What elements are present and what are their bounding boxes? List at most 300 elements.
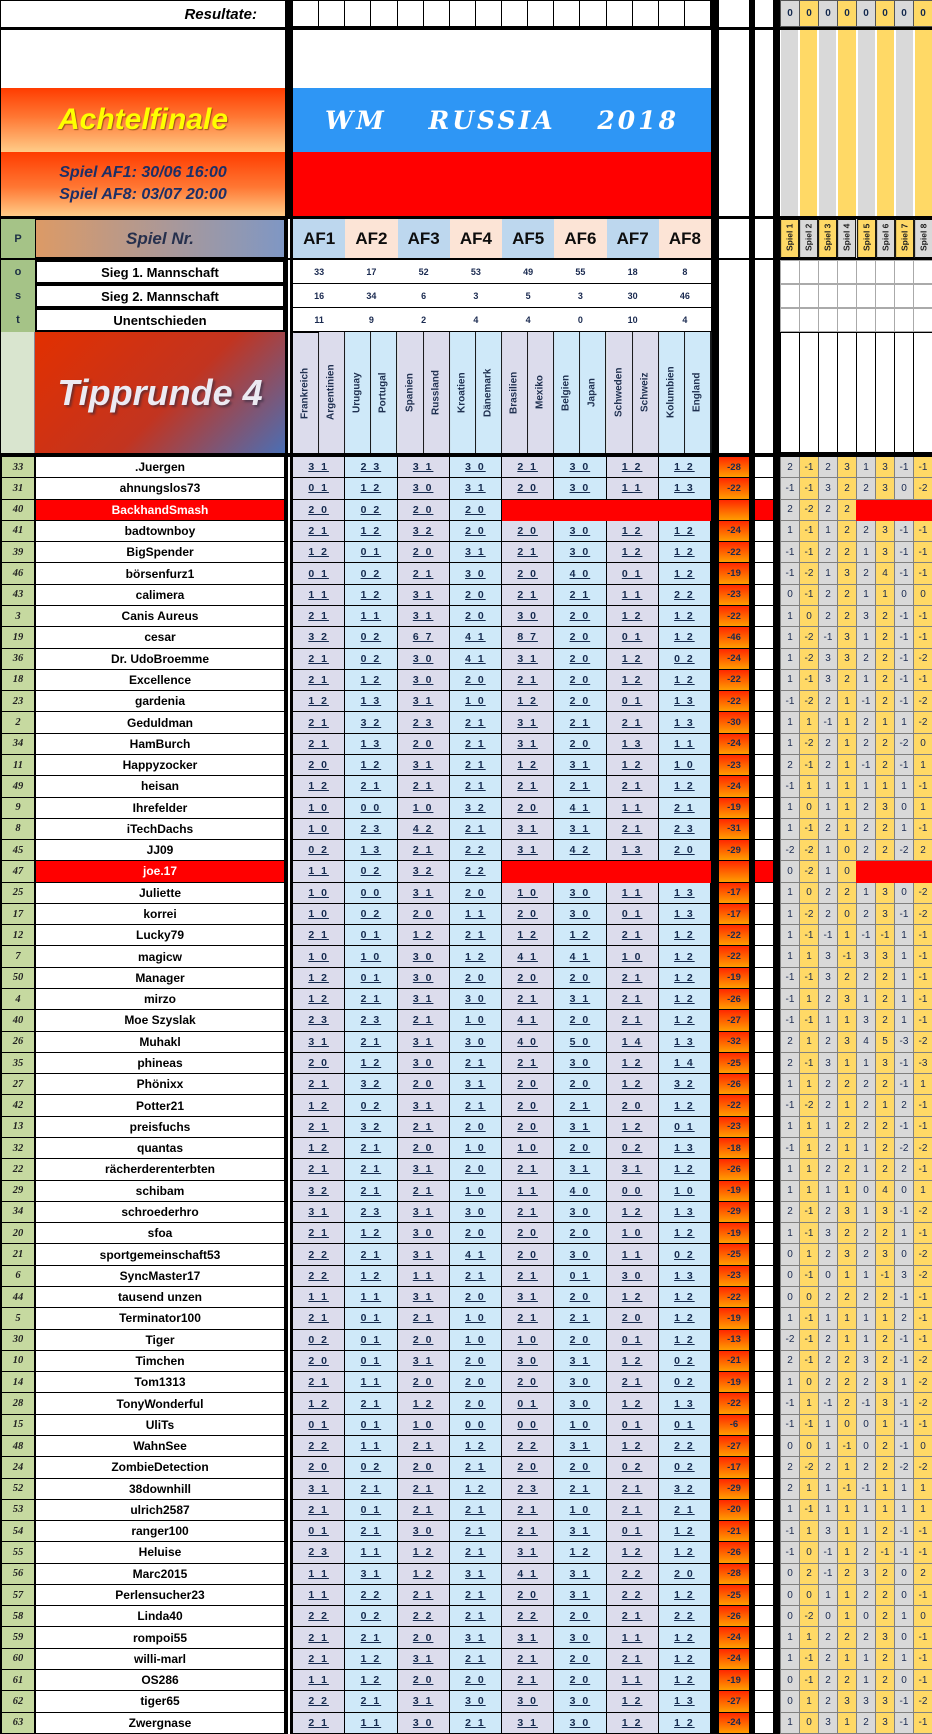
score-cell: -25 xyxy=(719,1244,749,1265)
tip-cell: 3 2 xyxy=(450,798,502,819)
score-cell: -46 xyxy=(719,627,749,648)
column-divider xyxy=(711,585,719,606)
stat-value: 2 xyxy=(421,314,427,325)
empty-cell xyxy=(755,0,773,27)
column-divider xyxy=(711,284,719,308)
tip-cell: 1 3 xyxy=(659,1393,711,1414)
tip-cell: 3 1 xyxy=(554,989,606,1010)
column-divider xyxy=(773,606,780,627)
score-cell: -27 xyxy=(719,1010,749,1031)
tip-cell: 1 2 xyxy=(659,1308,711,1329)
tip-cell: 0 1 xyxy=(293,563,345,584)
point-cell: 2 xyxy=(856,1095,875,1116)
points-group xyxy=(780,670,932,691)
points-group xyxy=(780,1606,932,1627)
point-cell: 1 xyxy=(780,1159,799,1180)
point-cell: 0 xyxy=(894,1585,913,1606)
tip-cell: 2 0 xyxy=(554,1330,606,1351)
column-divider xyxy=(773,627,780,648)
point-cell: 1 xyxy=(875,1500,894,1521)
column-divider xyxy=(773,925,780,946)
stripe-col xyxy=(780,88,799,152)
point-cell: 1 xyxy=(856,1500,875,1521)
score-cell: -23 xyxy=(719,755,749,776)
tip-cell: 0 1 xyxy=(345,542,397,563)
tips-group xyxy=(293,1457,711,1478)
player-name: badtownboy xyxy=(35,521,285,542)
player-row xyxy=(1,1074,932,1095)
point-cell: 1 xyxy=(780,925,799,946)
point-cell: 1 xyxy=(894,1500,913,1521)
point-cell: -2 xyxy=(913,904,932,925)
score-cell: -30 xyxy=(719,712,749,733)
column-divider xyxy=(711,670,719,691)
points-group xyxy=(780,734,932,755)
tip-cell: 1 1 xyxy=(345,1287,397,1308)
tip-cell: 2 0 xyxy=(554,1606,606,1627)
tip-cell: 3 0 xyxy=(554,542,606,563)
point-cell: 2 xyxy=(780,1457,799,1478)
column-divider xyxy=(773,88,780,152)
tip-cell: 2 2 xyxy=(293,1436,345,1457)
column-divider xyxy=(285,1649,293,1670)
tip-cell: 0 2 xyxy=(607,1457,659,1478)
rank-cell: 24 xyxy=(1,1457,35,1478)
column-divider xyxy=(711,925,719,946)
tips-group xyxy=(293,691,711,712)
tip-cell: 2 1 xyxy=(450,1649,502,1670)
points-group xyxy=(780,1244,932,1265)
point-cell: 2 xyxy=(780,500,799,521)
tip-cell: 1 2 xyxy=(659,627,711,648)
right-header: Spiel 6 xyxy=(876,219,895,258)
point-cell: -1 xyxy=(913,1627,932,1648)
player-name: Linda40 xyxy=(35,1606,285,1627)
point-cell: -2 xyxy=(913,691,932,712)
tip-cell: 3 0 xyxy=(554,457,606,478)
tip-cell: 3 0 xyxy=(450,563,502,584)
spacer-cell xyxy=(755,563,773,584)
tip-cell: 1 2 xyxy=(659,563,711,584)
points-group xyxy=(780,1691,932,1712)
column-divider xyxy=(711,1202,719,1223)
point-cell: 1 xyxy=(913,1479,932,1500)
tips-group xyxy=(293,734,711,755)
tips-group xyxy=(293,712,711,733)
column-divider xyxy=(711,989,719,1010)
tip-cell: 2 3 xyxy=(345,819,397,840)
empty-cell xyxy=(719,30,749,88)
column-divider xyxy=(285,798,293,819)
tips-group xyxy=(293,1564,711,1585)
tip-cell xyxy=(659,861,711,882)
schedule-line1: Spiel AF1: 30/06 16:00 xyxy=(59,164,227,181)
rank-cell: 14 xyxy=(1,1372,35,1393)
point-cell: -1 xyxy=(913,776,932,797)
player-name: Excellence xyxy=(35,670,285,691)
point-cell: 1 xyxy=(799,1521,818,1542)
tip-cell: 1 1 xyxy=(607,478,659,499)
column-divider xyxy=(711,1521,719,1542)
team-label: Schweden xyxy=(607,332,633,453)
tip-cell: 1 3 xyxy=(345,840,397,861)
tip-cell: 3 0 xyxy=(502,1691,554,1712)
point-cell: 1 xyxy=(856,585,875,606)
player-row xyxy=(1,1266,932,1287)
score-cell: -27 xyxy=(719,1436,749,1457)
point-cell: -1 xyxy=(799,1500,818,1521)
tip-cell: 6 7 xyxy=(398,627,450,648)
tip-cell: 1 0 xyxy=(450,1330,502,1351)
tip-cell: 3 0 xyxy=(398,1713,450,1734)
point-cell: 1 xyxy=(894,1606,913,1627)
tip-cell: 2 1 xyxy=(659,1500,711,1521)
player-row xyxy=(1,1542,932,1563)
point-cell: 1 xyxy=(894,1372,913,1393)
stat-value: 6 xyxy=(421,290,427,301)
tip-cell: 2 0 xyxy=(554,606,606,627)
tip-cell: 2 2 xyxy=(450,861,502,882)
player-name: cesar xyxy=(35,627,285,648)
point-cell: 1 xyxy=(837,1649,856,1670)
tip-cell: 1 2 xyxy=(659,521,711,542)
empty-cells xyxy=(780,308,932,332)
column-divider xyxy=(285,1415,293,1436)
tip-cell: 2 1 xyxy=(450,1713,502,1734)
spacer-cell xyxy=(755,755,773,776)
column-divider xyxy=(773,819,780,840)
tip-cell: 2 1 xyxy=(450,925,502,946)
point-cell: 2 xyxy=(837,478,856,499)
tip-cell: 2 0 xyxy=(502,1074,554,1095)
point-cell: 1 xyxy=(837,798,856,819)
tips-group xyxy=(293,968,711,989)
tip-cell: 3 1 xyxy=(398,1202,450,1223)
spacer-cell xyxy=(755,1713,773,1734)
column-divider xyxy=(285,1330,293,1351)
points-group xyxy=(780,1095,932,1116)
empty-cell xyxy=(818,260,837,284)
tips-group xyxy=(293,819,711,840)
tip-cell: 2 1 xyxy=(502,1053,554,1074)
tips-group xyxy=(293,627,711,648)
stat-value: 3 xyxy=(473,290,479,301)
tip-cell: 2 1 xyxy=(607,1606,659,1627)
tip-cell: 2 0 xyxy=(659,1564,711,1585)
tip-cell: 1 3 xyxy=(659,478,711,499)
score-cell: -22 xyxy=(719,478,749,499)
spacer-cell xyxy=(755,1138,773,1159)
point-cell: -1 xyxy=(894,1521,913,1542)
point-cell: 1 xyxy=(799,1032,818,1053)
tip-cell: 2 1 xyxy=(345,1521,397,1542)
tip-cell: 2 0 xyxy=(554,1649,606,1670)
tip-cell: 1 2 xyxy=(345,585,397,606)
tips-group xyxy=(293,1713,711,1734)
tip-cell: 2 0 xyxy=(502,1372,554,1393)
point-cell: 1 xyxy=(780,627,799,648)
column-divider xyxy=(711,1266,719,1287)
spacer-cell xyxy=(755,457,773,478)
column-divider xyxy=(711,798,719,819)
stripe-col xyxy=(837,30,856,88)
point-cell: 2 xyxy=(818,1372,837,1393)
point-cell: 2 xyxy=(837,585,856,606)
tip-cell: 1 2 xyxy=(607,1202,659,1223)
result-cell xyxy=(293,0,319,27)
tip-cell: 0 2 xyxy=(659,1244,711,1265)
tips-group xyxy=(293,1393,711,1414)
column-divider xyxy=(285,1266,293,1287)
point-cell: -1 xyxy=(780,1521,799,1542)
score-cell: -19 xyxy=(719,798,749,819)
tip-cell: 3 1 xyxy=(293,457,345,478)
point-cell: -2 xyxy=(913,883,932,904)
player-row xyxy=(1,819,932,840)
column-divider xyxy=(773,1415,780,1436)
points-group xyxy=(780,1457,932,1478)
event-title: WM RUSSIA 2018 xyxy=(293,88,711,152)
point-cell: 2 xyxy=(856,819,875,840)
empty-cell xyxy=(755,219,773,258)
rank-cell: 13 xyxy=(1,1117,35,1138)
column-divider xyxy=(711,1032,719,1053)
point-cell: 0 xyxy=(837,1415,856,1436)
stripe-col xyxy=(799,30,818,88)
point-cell: 2 xyxy=(856,563,875,584)
point-cell: 0 xyxy=(799,1436,818,1457)
tips-group xyxy=(293,1351,711,1372)
tip-cell: 2 0 xyxy=(450,1393,502,1414)
tip-cell: 0 1 xyxy=(607,904,659,925)
column-divider xyxy=(711,1564,719,1585)
tip-cell: 0 2 xyxy=(659,1351,711,1372)
point-cell: -1 xyxy=(818,712,837,733)
point-cell: 1 xyxy=(818,1181,837,1202)
point-cell: 1 xyxy=(818,1436,837,1457)
point-cell: 2 xyxy=(875,1117,894,1138)
point-cell: -1 xyxy=(780,691,799,712)
tip-cell: 2 2 xyxy=(293,1244,345,1265)
point-cell: 3 xyxy=(837,1691,856,1712)
tip-cell: 1 1 xyxy=(345,1713,397,1734)
rank-cell: 30 xyxy=(1,1330,35,1351)
column-divider xyxy=(773,500,780,521)
tip-cell: 2 1 xyxy=(450,1500,502,1521)
column-divider xyxy=(285,755,293,776)
column-divider xyxy=(711,1606,719,1627)
point-cell: 1 xyxy=(799,1244,818,1265)
player-name: Tom1313 xyxy=(35,1372,285,1393)
tip-cell: 4 1 xyxy=(554,798,606,819)
stat-value: 0 xyxy=(577,314,583,325)
spacer-cell xyxy=(755,1223,773,1244)
point-cell: 2 xyxy=(856,1713,875,1734)
column-divider xyxy=(773,1691,780,1712)
tip-cell: 2 1 xyxy=(607,776,659,797)
score-cell: -20 xyxy=(719,1500,749,1521)
result-cell xyxy=(659,0,685,27)
stat-value: 49 xyxy=(523,266,534,277)
player-name: Manager xyxy=(35,968,285,989)
point-cell: -1 xyxy=(856,755,875,776)
point-cell: 1 xyxy=(837,819,856,840)
tips-group xyxy=(293,989,711,1010)
point-cell: 1 xyxy=(818,1479,837,1500)
tip-cell: 1 2 xyxy=(659,925,711,946)
point-cell: 2 xyxy=(818,883,837,904)
rank-cell: 10 xyxy=(1,1351,35,1372)
tip-cell: 0 1 xyxy=(345,968,397,989)
column-divider xyxy=(711,1372,719,1393)
tip-cell: 3 0 xyxy=(398,649,450,670)
spacer-cell xyxy=(755,585,773,606)
tip-cell: 0 1 xyxy=(345,1308,397,1329)
tips-group xyxy=(293,1670,711,1691)
point-cell: 1 xyxy=(780,819,799,840)
empty-cells xyxy=(780,284,932,308)
rank-cell: 34 xyxy=(1,1202,35,1223)
column-divider xyxy=(711,1713,719,1734)
point-cell: 2 xyxy=(856,712,875,733)
point-cell: 3 xyxy=(875,1691,894,1712)
point-cell: -1 xyxy=(894,1202,913,1223)
player-row xyxy=(1,1181,932,1202)
tip-cell: 1 2 xyxy=(659,542,711,563)
tip-cell: 1 2 xyxy=(659,1159,711,1180)
empty-cell xyxy=(780,260,799,284)
tips-group xyxy=(293,1372,711,1393)
spacer-cell xyxy=(755,1330,773,1351)
point-cell: 2 xyxy=(837,521,856,542)
tip-cell: 3 1 xyxy=(398,883,450,904)
tip-cell: 1 2 xyxy=(659,1330,711,1351)
stat-value: 33 xyxy=(314,266,325,277)
tips-group xyxy=(293,1010,711,1031)
tip-cell: 1 1 xyxy=(345,1542,397,1563)
column-divider xyxy=(285,332,293,453)
column-divider xyxy=(285,1032,293,1053)
point-cell: -1 xyxy=(913,1095,932,1116)
column-divider xyxy=(285,989,293,1010)
tips-group xyxy=(293,1308,711,1329)
tip-cell: 3 1 xyxy=(398,1287,450,1308)
tip-cell: 2 1 xyxy=(293,734,345,755)
point-cell: -1 xyxy=(780,1138,799,1159)
tip-cell: 0 2 xyxy=(659,649,711,670)
column-divider xyxy=(773,1117,780,1138)
column-divider xyxy=(285,1308,293,1329)
tip-cell: 1 2 xyxy=(293,1138,345,1159)
player-row xyxy=(1,1287,932,1308)
point-cell: 4 xyxy=(856,1032,875,1053)
point-cell: -1 xyxy=(913,670,932,691)
point-cell: -1 xyxy=(818,1542,837,1563)
point-cell: 3 xyxy=(837,989,856,1010)
point-cell: 3 xyxy=(818,1713,837,1734)
point-cell: 2 xyxy=(799,1564,818,1585)
point-cell: 1 xyxy=(837,1330,856,1351)
column-divider xyxy=(711,883,719,904)
tip-cell: 1 0 xyxy=(450,1181,502,1202)
column-divider xyxy=(711,1500,719,1521)
results-row xyxy=(1,0,932,30)
column-divider xyxy=(711,1351,719,1372)
player-name: rächerderenterbten xyxy=(35,1159,285,1180)
column-divider xyxy=(773,712,780,733)
tip-cell: 0 0 xyxy=(345,798,397,819)
point-cell: 2 xyxy=(875,1564,894,1585)
column-divider xyxy=(773,1308,780,1329)
point-cell: 3 xyxy=(818,478,837,499)
point-cell: 1 xyxy=(837,1010,856,1031)
spacer-cell xyxy=(755,1266,773,1287)
empty-cell xyxy=(913,308,932,332)
point-cell: 3 xyxy=(837,1244,856,1265)
player-row xyxy=(1,1223,932,1244)
point-cell: 1 xyxy=(837,925,856,946)
point-cell: 3 xyxy=(875,1244,894,1265)
stat-value: 8 xyxy=(682,266,688,277)
tip-cell: 1 3 xyxy=(659,904,711,925)
column-divider xyxy=(285,883,293,904)
point-cell: -2 xyxy=(799,627,818,648)
point-cell: 0 xyxy=(856,1181,875,1202)
player-row xyxy=(1,1351,932,1372)
column-divider xyxy=(285,1095,293,1116)
tips-group xyxy=(293,1202,711,1223)
column-divider xyxy=(773,1649,780,1670)
tip-cell: 3 0 xyxy=(398,1223,450,1244)
tips-group xyxy=(293,585,711,606)
stripe-col xyxy=(895,88,914,152)
column-divider xyxy=(773,457,780,478)
tips-group xyxy=(293,798,711,819)
tip-cell: 1 0 xyxy=(293,883,345,904)
match-header-af3: AF3 xyxy=(398,219,450,258)
empty-cell xyxy=(719,152,749,216)
player-name: TonyWonderful xyxy=(35,1393,285,1414)
tip-cell: 0 1 xyxy=(345,1415,397,1436)
empty-cell xyxy=(799,284,818,308)
result-cell xyxy=(633,0,659,27)
score-cell: -24 xyxy=(719,1649,749,1670)
column-divider xyxy=(711,1053,719,1074)
tip-cell: 0 1 xyxy=(502,1393,554,1414)
spiel-total-cell: 0 xyxy=(875,0,894,27)
tip-cell: 1 2 xyxy=(502,925,554,946)
team-label: Argentinien xyxy=(319,332,345,453)
column-divider xyxy=(773,1266,780,1287)
score-cell: -32 xyxy=(719,1032,749,1053)
point-cell: 0 xyxy=(894,1627,913,1648)
tip-cell: 2 1 xyxy=(398,1585,450,1606)
point-cell: 0 xyxy=(799,1542,818,1563)
stat-value: 10 xyxy=(627,314,638,325)
spacer-cell xyxy=(755,1202,773,1223)
point-cell: 2 xyxy=(856,968,875,989)
column-divider xyxy=(773,308,780,332)
tip-cell: 3 0 xyxy=(398,968,450,989)
column-divider xyxy=(711,904,719,925)
point-cell: 1 xyxy=(894,1223,913,1244)
tip-cell: 1 0 xyxy=(450,1308,502,1329)
tip-cell: 0 2 xyxy=(293,840,345,861)
tip-cell: 2 1 xyxy=(398,776,450,797)
point-cell: 2 xyxy=(837,1351,856,1372)
tip-cell: 0 1 xyxy=(659,1117,711,1138)
column-divider xyxy=(711,1393,719,1414)
